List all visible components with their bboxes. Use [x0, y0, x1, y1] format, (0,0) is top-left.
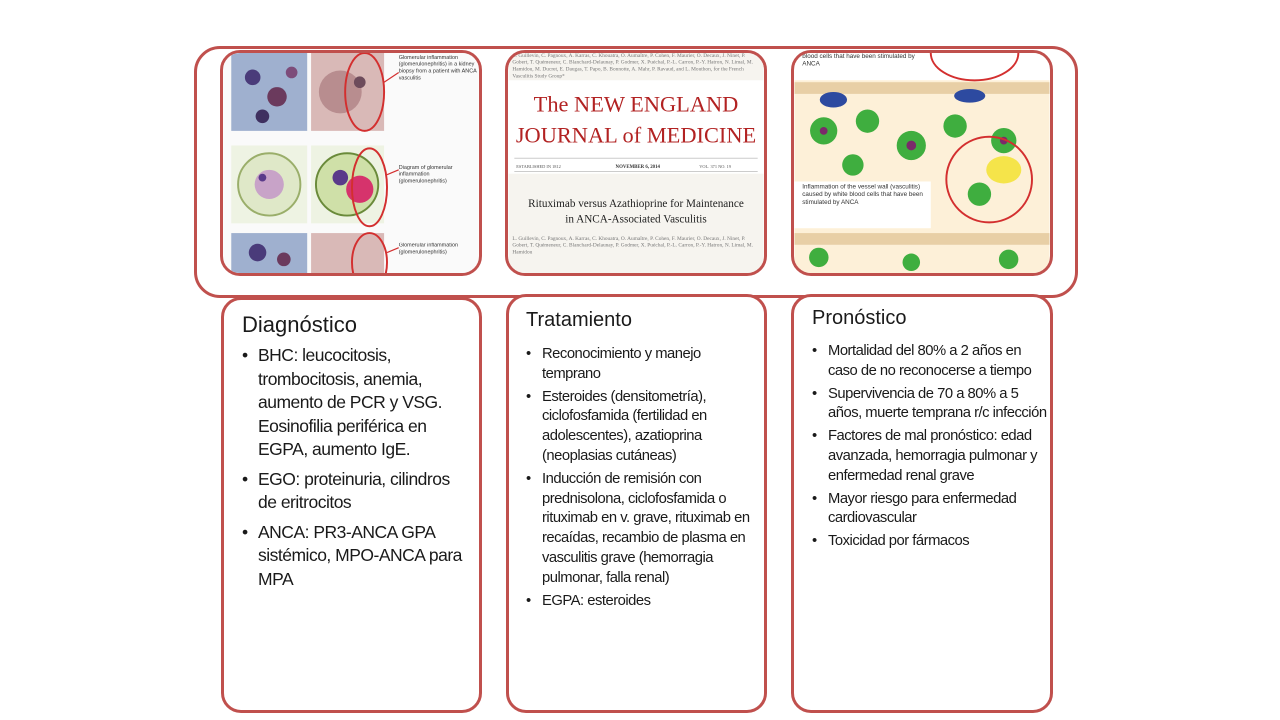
nejm-authors-bottom: L. Guillevin, C. Pagnoux, A. Karras, C. Khouatra, O. Aumaître, P. Cohen, F. Maurier, O. Decaux, J. Ninet, P. Gobert, T. Quémeneur, C. Blanchard-Delaunay, P. Godmer, X. Puéchal, P.-L. Carron, P.-Y. Hatron, N. Limal, M. Hamidou	[512, 236, 753, 256]
pronostico-item: • Mayor riesgo para enfermedad cardiovascular	[812, 490, 1048, 530]
tratamiento-title: Tratamiento	[526, 309, 632, 331]
tratamiento-item: • EGPA: esteroides	[526, 592, 762, 612]
vasculitis-caption-top: blood cells that have been stimulated by ANCA	[802, 53, 915, 68]
nejm-date: NOVEMBER 6, 2014	[615, 164, 660, 170]
histology-figure	[223, 53, 479, 273]
diagnostico-list	[242, 344, 472, 597]
nejm-volume: VOL. 371 NO. 19	[699, 163, 731, 169]
tratamiento-card	[506, 294, 767, 713]
tratamiento-item: • Esteroides (densitometría), ciclofosfamida (fertilidad en adolescentes), azatioprina (neoplasias cutáneas)	[526, 388, 762, 467]
pronostico-card	[791, 294, 1053, 713]
nejm-article-line1: Rituximab versus Azathioprine for Maintenance	[528, 197, 744, 210]
vasculitis-figure	[794, 53, 1050, 273]
nejm-article-image	[505, 50, 767, 276]
vasculitis-caption-main: Inflammation of the vessel wall (vasculitis) caused by white blood cells that have been stimulated by ANCA	[802, 183, 923, 206]
nejm-article-line2: in ANCA-Associated Vasculitis	[565, 213, 707, 226]
diagnostico-card	[221, 297, 482, 713]
pronostico-item: • Toxicidad por fármacos	[812, 532, 1048, 552]
diagnostico-title: Diagnóstico	[242, 312, 357, 337]
histology-caption-3: Glomerular inflammation (glomerulonephritis)	[398, 242, 459, 256]
pronostico-list	[812, 342, 1048, 555]
tratamiento-item: • Inducción de remisión con prednisolona, ciclofosfamida o rituximab en v. grave, rituximab en recaídas, recambio de plasma en vasculitis grave (hemorragia pulmonar, falla renal)	[526, 470, 762, 589]
nejm-authors-top: L. Guillevin, C. Pagnoux, A. Karras, C. Khouatra, O. Aumaître, P. Cohen, F. Maurier, O. Decaux, J. Ninet, P. Gobert, T. Quémeneur, C. Blanchard-Delaunay, P. Godmer, X. Puéchal, P.-L. Carron, P.-Y. Hatron, N. Limal, M. Hamidou, M. Ducret, E. Daugas, T. Papo, B. Bonnotte, A. Mahr, P. Ravaud, and L. Mouthon, for the French Vasculitis Study Group*	[512, 53, 753, 79]
nejm-title-line2: JOURNAL of MEDICINE	[515, 122, 757, 148]
histology-caption-2: Diagram of glomerular inflammation (glomerulonephritis)	[398, 164, 453, 185]
pronostico-item: • Factores de mal pronóstico: edad avanzada, hemorragia pulmonar y enfermedad renal grave	[812, 427, 1048, 486]
nejm-established: ESTABLISHED IN 1812	[516, 163, 561, 169]
pronostico-title: Pronóstico	[812, 307, 907, 329]
vasculitis-image	[791, 50, 1053, 276]
histology-caption-1: Glomerular inflammation (glomerulonephritis) in a kidney biopsy from a patient with ANCA vasculitis	[398, 54, 477, 82]
nejm-title-line1: The NEW ENGLAND	[533, 91, 739, 117]
diagnostico-item: • BHC: leucocitosis, trombocitosis, anemia, aumento de PCR y VSG. Eosinofilia periférica en EGPA, aumento IgE.	[242, 344, 472, 462]
tratamiento-item: • Reconocimiento y manejo temprano	[526, 345, 762, 385]
diagnostico-item: • ANCA: PR3-ANCA GPA sistémico, MPO-ANCA para MPA	[242, 521, 472, 592]
histology-image	[220, 50, 482, 276]
nejm-article-figure	[508, 53, 764, 273]
diagnostico-item: • EGO: proteinuria, cilindros de eritrocitos	[242, 468, 472, 515]
pronostico-item: • Mortalidad del 80% a 2 años en caso de no reconocerse a tiempo	[812, 342, 1048, 382]
tratamiento-list	[526, 345, 762, 614]
pronostico-item: • Supervivencia de 70 a 80% a 5 años, muerte temprana r/c infección	[812, 385, 1048, 425]
